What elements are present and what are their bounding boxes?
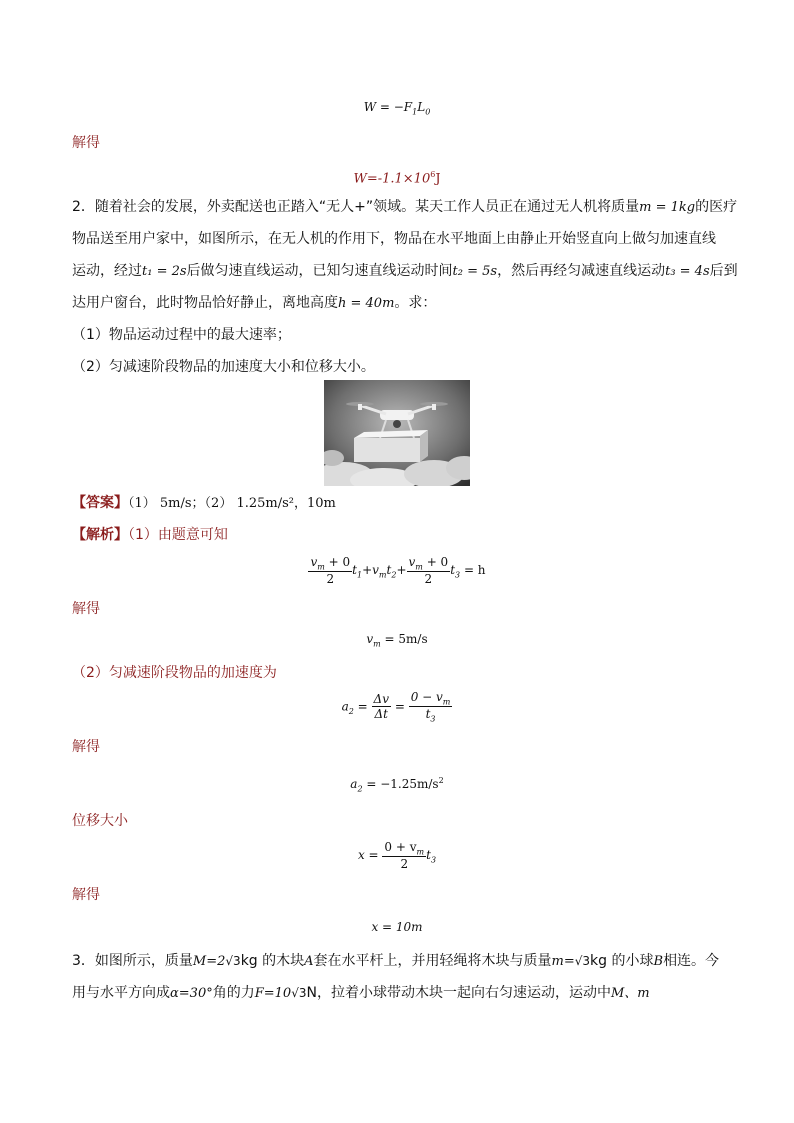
analysis-body: （1）由题意可知 (128, 527, 228, 543)
answer-line (72, 494, 336, 513)
work-result: $W=-1.1\times 10^6J$ (353, 170, 441, 187)
q2-line-1: 2．随着社会的发展，外卖配送也正踏入“无人+”领域。某天工作人员正在通过无人机将质量m = 1kg的医疗 (72, 199, 738, 215)
work-equation: $W = -F_1L_0$ (363, 100, 431, 117)
acceleration-equation: $a_2$ = $\frac{\Delta v}{\Delta t}$ = $\frac{0 - v_m}{t_3}$ (341, 690, 451, 724)
analysis-tag: 【解析】 (72, 527, 128, 543)
q2-line-2: 物品送至用户家中，如图所示，在无人机的作用下，物品在水平地面上由静止开始竖直向上做匀加速直线 (72, 231, 716, 247)
q3-line-1: 3．如图所示，质量M=2√3kg 的木块A套在水平杆上，并用轻绳将木块与质量m=√3kg 的小球B相连。今 (72, 953, 720, 969)
answer-tag: 【答案】 (72, 495, 128, 511)
q2-subq-2: （2）匀减速阶段物品的加速度大小和位移大小。 (72, 359, 375, 375)
jiede-label: 解得 (72, 601, 100, 617)
jiede-label: 解得 (72, 887, 100, 903)
part2-heading: （2）匀减速阶段物品的加速度为 (72, 665, 277, 681)
answer-body: （1） 5m/s；（2） 1.25m/s²，10m (128, 496, 336, 511)
jiede-label: 解得 (72, 739, 100, 755)
height-equation: $\frac{v_m + 0}{2}$ $t_1+v_mt_2+$ $\frac{v_m + 0}{2}$ $t_3 = h$ (310, 555, 486, 587)
displacement-equation: x = $\frac{0 + v_m}{2}$ $t_3$ (357, 840, 437, 872)
q2-subq-1: （1）物品运动过程中的最大速率； (72, 327, 291, 343)
max-speed-result: $v_m = 5m/s$ (366, 632, 428, 649)
displacement-heading: 位移大小 (72, 813, 128, 829)
q2-line-4: 达用户窗台，此时物品恰好静止，离地高度h = 40m。求： (72, 295, 437, 311)
jiede-label: 解得 (72, 135, 100, 151)
q2-line-3: 运动，经过t₁ = 2s后做匀速直线运动，已知匀速直线运动时间t₂ = 5s，然后再经匀减速直线运动t₃ = 4s后到 (72, 263, 738, 279)
drone-photo (324, 380, 470, 486)
analysis-line (72, 526, 228, 544)
q3-line-2: 用与水平方向成α=30°角的力F=10√3N，拉着小球带动木块一起向右匀速运动，运动中M、m (72, 985, 650, 1001)
displacement-result: x = 10m (371, 920, 423, 934)
acceleration-result: $a_2 = -1.25m/s^2$ (350, 776, 444, 794)
